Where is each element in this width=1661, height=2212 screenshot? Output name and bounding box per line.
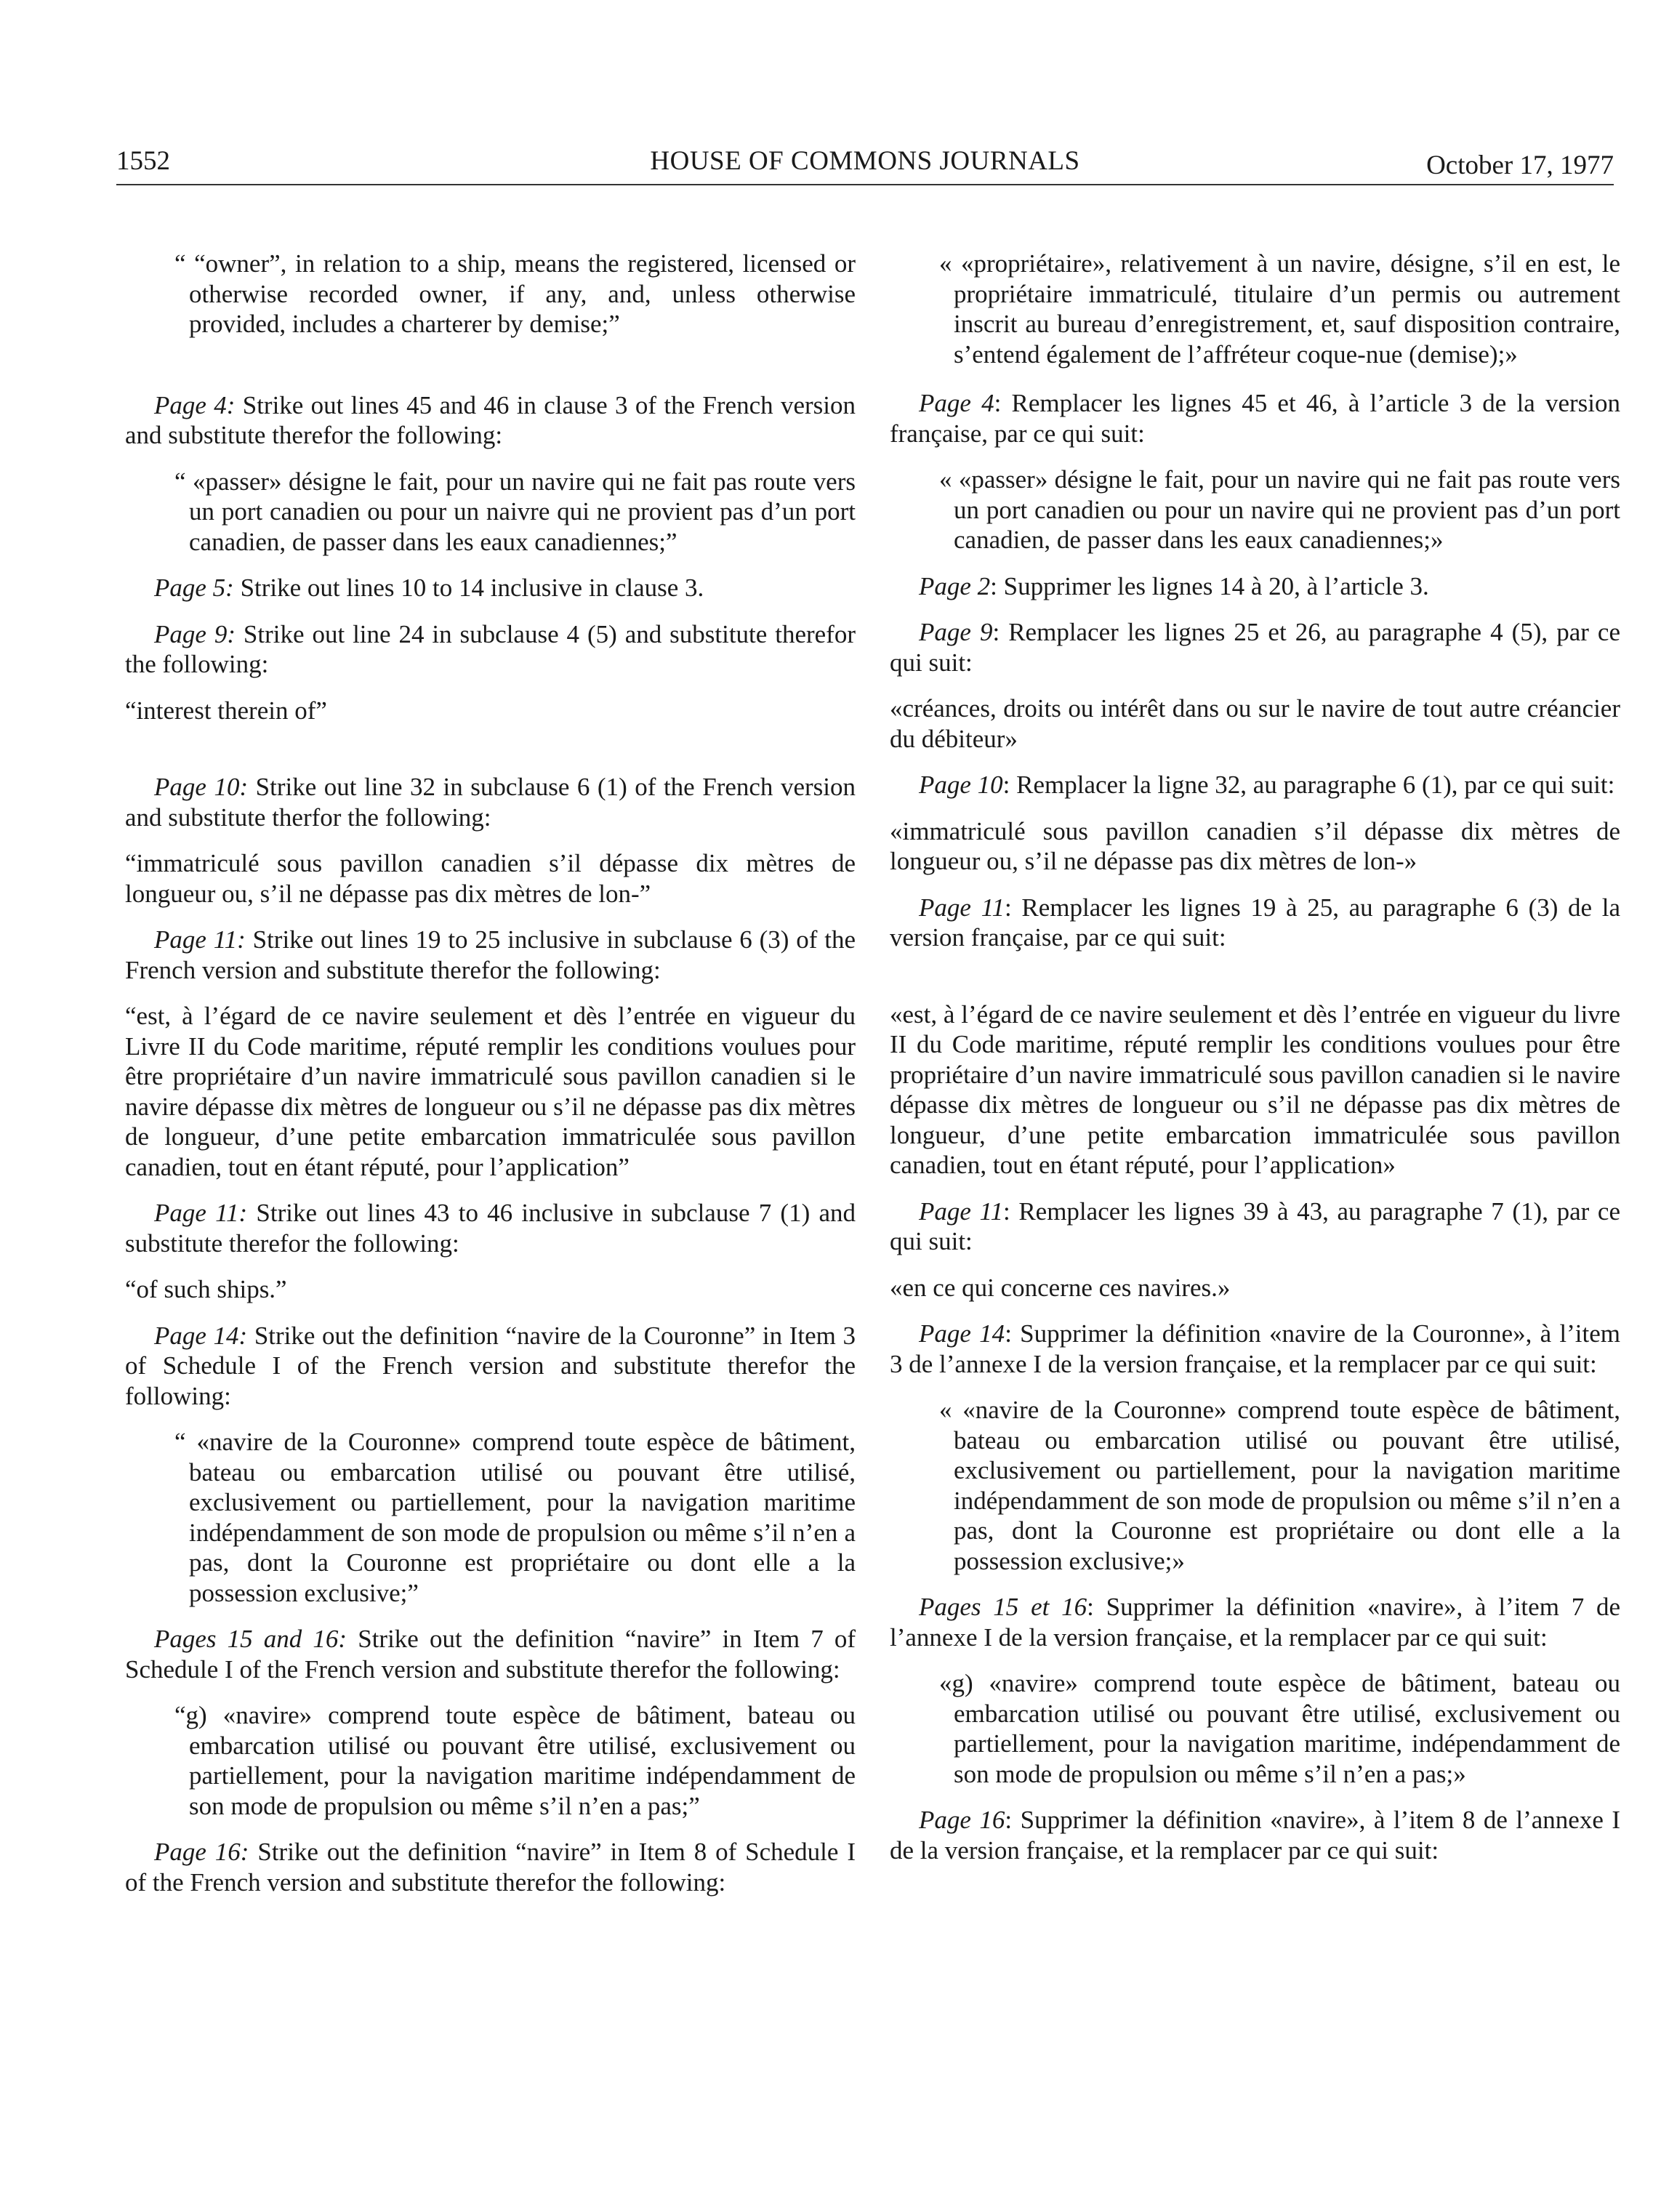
instruction-text: : Remplacer les lignes 45 et 46, à l’article 3 de la version française, par ce qui suit:	[890, 389, 1620, 448]
header-rule	[116, 184, 1614, 185]
amendment-instruction	[890, 1805, 1620, 1865]
amendment-instruction	[890, 893, 1620, 953]
page-header	[116, 145, 1614, 189]
amendment-instruction	[125, 573, 856, 603]
amendment-instruction	[125, 1837, 856, 1897]
instruction-text: Strike out the definition “navire” in Item 8 of Schedule I of the French version and substitute therefor the following:	[125, 1838, 856, 1897]
amendment-instruction	[125, 1321, 856, 1412]
amendment-instruction	[125, 390, 856, 451]
instruction-text: Strike out line 32 in subclause 6 (1) of the French version and substitute therfor the following:	[125, 773, 856, 832]
page-reference: Page 11	[919, 893, 1005, 922]
instruction-text: : Supprimer la définition «navire», à l’item 7 de l’annexe I de la version française, et la remplacer par ce qui suit:	[890, 1593, 1621, 1652]
amendment-instruction	[890, 571, 1620, 602]
quoted-definition: « «passer» désigne le fait, pour un navire qui ne fait pas route vers un port canadien ou pour un navire qui ne provient pas d’un port canadien, de passer dans les eaux canadiennes;»	[939, 465, 1620, 554]
instruction-text: Strike out lines 10 to 14 inclusive in clause 3.	[233, 574, 704, 602]
substituted-text: «créances, droits ou intérêt dans ou sur le navire de tout autre créancier du débiteur»	[890, 694, 1620, 753]
amendment-instruction	[890, 1592, 1620, 1652]
page-reference: Page 2	[919, 571, 991, 600]
quoted-definition: « «navire de la Couronne» comprend toute espèce de bâtiment, bateau ou embarcation utilisé ou pouvant être utilisé, exclusivement ou partiellement, pour la navigation maritime indépendamment de son mode de propulsion ou même s’il n’en a pas, dont la Couronne est propriétaire ou dont elle a la possession exclusive;»	[939, 1396, 1620, 1575]
instruction-text: : Remplacer les lignes 25 et 26, au paragraphe 4 (5), par ce qui suit:	[890, 618, 1620, 677]
substituted-text: “est, à l’égard de ce navire seulement et dès l’entrée en vigueur du Livre II du Code maritime, réputé remplir les conditions voulues pour être propriétaire d’un navire immatriculé sous pavillon canadien si le navire dépasse dix mètres de longueur ou s’il ne dépasse pas dix mètres de longueur, d’une petite embarcation immatriculée sous pavillon canadien, tout en étant réputé, pour l’application”	[125, 1002, 856, 1181]
substituted-text: “interest therein of”	[125, 696, 327, 725]
page-number: 1552	[116, 146, 170, 176]
quoted-definition: “ «navire de la Couronne» comprend toute espèce de bâtiment, bateau ou embarcation utilisé ou pouvant être utilisé, exclusivement ou partiellement, pour la navigation maritime indépendamment de son mode de propulsion ou même s’il n’en a pas, dont la Couronne est propriétaire ou dont elle a la possession exclusive;”	[174, 1428, 856, 1607]
page-date: October 17, 1977	[1426, 150, 1614, 180]
quoted-definition: “ “owner”, in relation to a ship, means the registered, licensed or otherwise recorded owner, if any, and, unless otherwise provided, includes a charterer by demise;”	[174, 249, 856, 338]
page-reference: Page 9:	[154, 619, 236, 648]
instruction-text: Strike out the definition “navire” in Item 7 of Schedule I of the French version and substitute therefor the following:	[125, 1625, 856, 1684]
instruction-text: : Remplacer les lignes 39 à 43, au paragraphe 7 (1), par ce qui suit:	[890, 1197, 1620, 1255]
instruction-text: : Remplacer les lignes 19 à 25, au paragraphe 6 (3) de la version française, par ce qui suit:	[890, 893, 1620, 952]
page-reference: Page 10	[919, 771, 1003, 799]
instruction-text: : Supprimer les lignes 14 à 20, à l’article 3.	[990, 571, 1429, 600]
instruction-text: : Supprimer la définition «navire de la Couronne», à l’item 3 de l’annexe I de la version française, et la remplacer par ce qui suit:	[890, 1319, 1620, 1378]
page-reference: Pages 15 et 16	[919, 1593, 1087, 1621]
page-reference: Page 11	[919, 1197, 1003, 1226]
instruction-text: Strike out lines 43 to 46 inclusive in subclause 7 (1) and substitute therefor the following:	[125, 1199, 856, 1258]
quoted-definition: “g) «navire» comprend toute espèce de bâtiment, bateau ou embarcation utilisé ou pouvant être utilisé, exclusivement ou partiellement, pour la navigation maritime indépendamment de son mode de propulsion ou même s’il n’en a pas;”	[174, 1701, 856, 1820]
page-reference: Page 9	[919, 618, 993, 646]
amendment-instruction	[125, 1624, 856, 1684]
substituted-text: “immatriculé sous pavillon canadien s’il dépasse dix mètres de longueur ou, s’il ne dépasse pas dix mètres de lon-”	[125, 849, 856, 908]
amendment-instruction	[890, 1197, 1620, 1257]
substituted-text: «en ce qui concerne ces navires.»	[890, 1273, 1231, 1302]
quoted-definition: « «propriétaire», relativement à un navire, désigne, s’il en est, le propriétaire immatriculé, titulaire d’un permis ou autrement inscrit au bureau d’enregistrement, et, sauf disposition contraire, s’entend également de l’affréteur coque-nue (demise);»	[939, 249, 1620, 369]
amendment-instruction	[125, 772, 856, 832]
page-reference: Page 11:	[154, 1199, 248, 1227]
page-reference: Page 4:	[154, 390, 236, 419]
instruction-text: Strike out lines 19 to 25 inclusive in subclause 6 (3) of the French version and substitute therefor the following:	[125, 925, 856, 984]
instruction-text: Strike out lines 45 and 46 in clause 3 of the French version and substitute therefor the following:	[125, 390, 856, 449]
page-reference: Page 16:	[154, 1838, 249, 1866]
amendment-instruction	[890, 770, 1620, 800]
amendment-instruction	[890, 1319, 1620, 1379]
page-reference: Page 16	[919, 1806, 1005, 1834]
page-reference: Page 14:	[154, 1321, 248, 1350]
amendment-instruction	[890, 388, 1620, 449]
english-column	[125, 249, 856, 1897]
instruction-text: Strike out the definition “navire de la Couronne” in Item 3 of Schedule I of the French version and substitute therefor the following:	[125, 1321, 856, 1410]
substituted-text: «immatriculé sous pavillon canadien s’il dépasse dix mètres de longueur ou, s’il ne dépasse pas dix mètres de lon-»	[890, 816, 1620, 875]
page-reference: Pages 15 and 16:	[154, 1625, 347, 1653]
page-reference: Page 10:	[154, 773, 249, 801]
page-reference: Page 5:	[154, 574, 234, 602]
page-reference: Page 11:	[154, 925, 246, 954]
substituted-text: “of such ships.”	[125, 1275, 287, 1303]
amendment-instruction	[125, 925, 856, 985]
amendment-instruction	[890, 617, 1620, 677]
instruction-text: : Supprimer la définition «navire», à l’item 8 de l’annexe I de la version française, et la remplacer par ce qui suit:	[890, 1806, 1621, 1865]
page-reference: Page 4	[919, 389, 994, 417]
amendment-instruction	[125, 1198, 856, 1258]
quoted-definition: “ «passer» désigne le fait, pour un navire qui ne fait pas route vers un port canadien ou pour un naivre qui ne provient pas d’un port canadien, de passer dans les eaux canadiennes;”	[174, 467, 856, 556]
amendment-instruction	[125, 619, 856, 680]
french-column	[890, 249, 1620, 1865]
journal-title: HOUSE OF COMMONS JOURNALS	[650, 146, 1080, 176]
page-reference: Page 14	[919, 1319, 1005, 1348]
substituted-text: «est, à l’égard de ce navire seulement et dès l’entrée en vigueur du livre II du Code maritime, réputé remplir les conditions voulues pour être propriétaire d’un navire immatriculé sous pavillon canadien si le navire dépasse dix mètres de longueur ou s’il ne dépasse pas dix mètres de longueur, d’une petite embarcation immatriculée sous pavillon canadien, tout en étant réputé, pour l’application»	[890, 1000, 1620, 1179]
instruction-text: Strike out line 24 in subclause 4 (5) and substitute therefor the following:	[125, 619, 856, 678]
quoted-definition: «g) «navire» comprend toute espèce de bâtiment, bateau ou embarcation utilisé ou pouvant être utilisé, exclusivement ou partiellement, pour la navigation maritime, indépendamment de son mode de propulsion ou même s’il n’en a pas;»	[939, 1669, 1620, 1788]
instruction-text: : Remplacer la ligne 32, au paragraphe 6 (1), par ce qui suit:	[1002, 771, 1615, 799]
